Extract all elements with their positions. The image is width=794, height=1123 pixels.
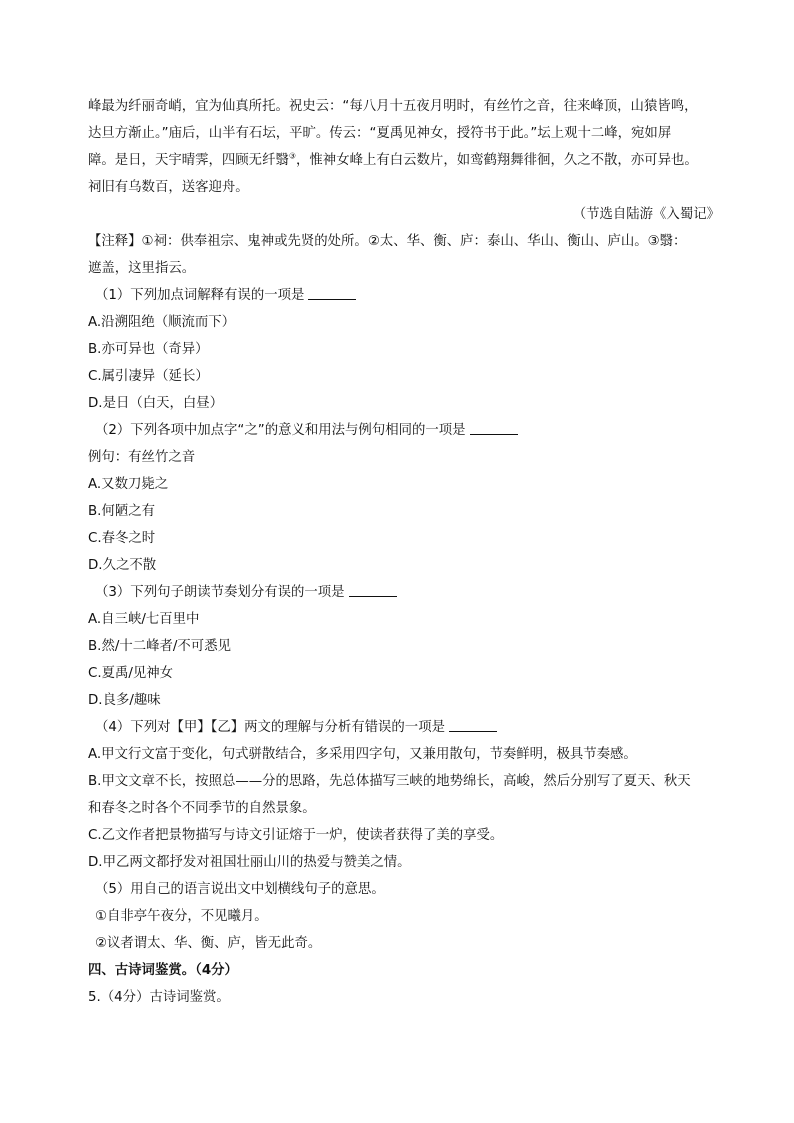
question-stem (88, 579, 720, 606)
answer-blank (470, 420, 518, 435)
answer-blank (308, 285, 356, 300)
translation-item-1: ①自非亭午夜分，不见曦月。 (95, 909, 268, 924)
question-1 (88, 282, 720, 417)
option-b: B.然/十二峰者/不可悉见 (88, 639, 231, 654)
passage-line-3-start: 障。是日，天宇晴霁，四顾无纤翳 (88, 153, 289, 168)
question-4 (88, 714, 720, 876)
answer-blank (449, 717, 497, 732)
option-c: C.春冬之时 (88, 531, 156, 546)
section-heading: 四、古诗词鉴赏。（4分） (88, 963, 238, 978)
answer-blank (349, 582, 397, 597)
option-c: C.夏禹/见神女 (88, 666, 174, 681)
option-a: A.沿溯阻绝（顺流而下） (88, 315, 236, 330)
option-b-continued: 和春冬之时各个不同季节的自然景象。 (88, 801, 316, 816)
option-d: D.良多/趣味 (88, 693, 161, 708)
option-c: C.乙文作者把景物描写与诗文引证熔于一炉，使读者获得了美的享受。 (88, 828, 504, 843)
question-2 (88, 417, 720, 579)
passage (88, 93, 720, 228)
option-d: D.甲乙两文都抒发对祖国壮丽山川的热爱与赞美之情。 (88, 855, 411, 870)
question-stem-text: （2）下列各项中加点字“之”的意义和用法与例句相同的一项是 (95, 423, 466, 438)
option-c: C.属引凄异（延长） (88, 369, 209, 384)
passage-source: （节选自陆游《入蜀记》 (572, 207, 720, 222)
question-stem-text: （4）下列对【甲】【乙】两文的理解与分析有错误的一项是 (95, 720, 445, 735)
note-mark: ③ (288, 151, 297, 161)
option-a: A.自三峡/七百里中 (88, 612, 200, 627)
passage-line-3-end: ，惟神女峰上有白云数片，如鸾鹤翔舞徘徊，久之不散，亦可异也。 (296, 153, 698, 168)
poem-question: 5.（4分）古诗词鉴赏。 (88, 990, 230, 1005)
passage-line-2: 达旦方渐止。”庙后，山半有石坛，平旷。传云：“夏禹见神女，授符书于此。”坛上观十二峰，宛如屏 (88, 126, 672, 141)
question-stem (88, 714, 720, 741)
document-page (88, 93, 720, 1011)
example-sentence: 例句：有丝竹之音 (88, 450, 196, 465)
notes-line-2: 遮盖，这里指云。 (88, 261, 196, 276)
question-stem: （5）用自己的语言说出文中划横线句子的意思。 (95, 882, 385, 897)
option-d: D.久之不散 (88, 558, 157, 573)
question-stem-text: （3）下列句子朗读节奏划分有误的一项是 (95, 585, 345, 600)
passage-line-4: 祠旧有乌数百，送客迎舟。 (88, 180, 249, 195)
option-b: B.何陋之有 (88, 504, 156, 519)
option-a: A.甲文行文富于变化，句式骈散结合，多采用四字句，又兼用散句，节奏鲜明，极具节奏感。 (88, 747, 637, 762)
question-stem-text: （1）下列加点词解释有误的一项是 (95, 288, 305, 303)
passage-line-3 (88, 147, 720, 174)
question-5 (88, 876, 720, 957)
translation-item-2: ②议者谓太、华、衡、庐，皆无此奇。 (95, 936, 322, 951)
notes (88, 228, 720, 282)
option-b: B.亦可异也（奇异） (88, 342, 209, 357)
passage-line-1: 峰最为纤丽奇峭，宜为仙真所托。祝史云：“每八月十五夜月明时，有丝竹之音，往来峰顶，山猿皆鸣， (88, 99, 698, 114)
question-stem (88, 282, 720, 309)
option-d: D.是日（白天，白昼） (88, 396, 224, 411)
notes-line-1: 【注释】①祠：供奉祖宗、鬼神或先贤的处所。②太、华、衡、庐：泰山、华山、衡山、庐山。③翳： (88, 234, 687, 249)
option-a: A.又数刀毙之 (88, 477, 169, 492)
option-b: B.甲文文章不长，按照总——分的思路，先总体描写三峡的地势绵长，高峻，然后分别写了夏天、秋天 (88, 774, 691, 789)
question-3 (88, 579, 720, 714)
question-stem (88, 417, 720, 444)
